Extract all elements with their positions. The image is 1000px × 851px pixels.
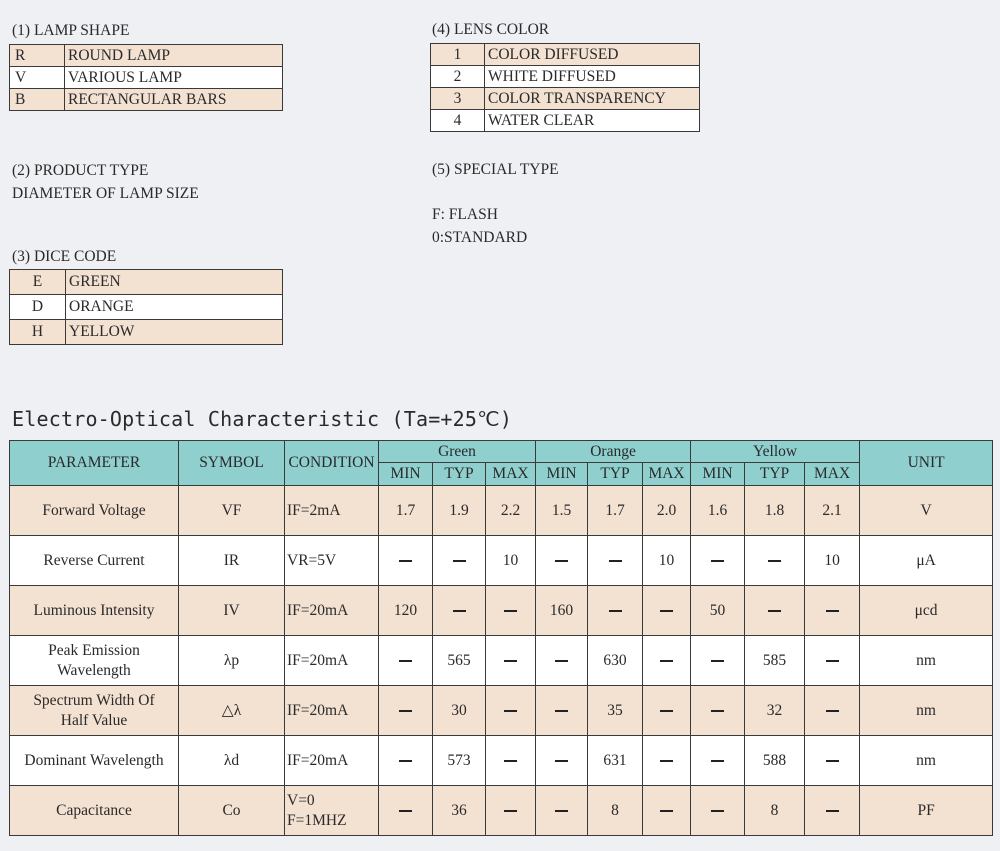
table-row xyxy=(10,636,993,686)
value-cell xyxy=(536,736,588,786)
value-cell xyxy=(588,586,643,636)
table-row xyxy=(431,88,700,110)
table-row xyxy=(431,66,700,88)
unit-cell: V xyxy=(860,486,993,536)
value-cell xyxy=(486,586,536,636)
value-cell: 1.5 xyxy=(536,486,588,536)
label-cell: COLOR TRANSPARENCY xyxy=(485,88,700,110)
condition-cell-line: V=0 xyxy=(287,791,315,809)
symbol-cell: IV xyxy=(179,586,285,636)
eo-table xyxy=(9,440,993,836)
value-cell xyxy=(379,636,433,686)
condition-cell-line: IF=20mA xyxy=(287,751,349,769)
dash-mark xyxy=(660,710,673,712)
header-typ: TYP xyxy=(745,463,805,486)
value-cell: 1.9 xyxy=(433,486,486,536)
table-row xyxy=(10,45,283,67)
table-row xyxy=(10,67,283,89)
value-cell xyxy=(433,586,486,636)
dash-mark xyxy=(504,610,517,612)
value-cell xyxy=(379,736,433,786)
code-cell: 1 xyxy=(431,44,485,66)
value-cell: 8 xyxy=(588,786,643,836)
parameter-cell-line: Half Value xyxy=(60,711,128,729)
value-cell: 8 xyxy=(745,786,805,836)
parameter-cell xyxy=(10,736,179,786)
dash-mark xyxy=(504,710,517,712)
dash-mark xyxy=(826,760,839,762)
condition-cell-line: IF=20mA xyxy=(287,651,349,669)
table-row xyxy=(431,44,700,66)
value-cell xyxy=(536,636,588,686)
condition-cell xyxy=(285,636,379,686)
dice-code-title: (3) DICE CODE xyxy=(12,248,117,265)
header-typ: TYP xyxy=(433,463,486,486)
value-cell xyxy=(745,586,805,636)
value-cell xyxy=(691,686,745,736)
dash-mark xyxy=(399,710,412,712)
dash-mark xyxy=(399,660,412,662)
code-cell: B xyxy=(10,89,65,111)
dash-mark xyxy=(453,560,466,562)
parameter-cell xyxy=(10,536,179,586)
dash-mark xyxy=(399,760,412,762)
header-condition: CONDITION xyxy=(285,441,379,486)
code-cell: 2 xyxy=(431,66,485,88)
value-cell xyxy=(486,736,536,786)
dash-mark xyxy=(504,760,517,762)
dash-mark xyxy=(826,710,839,712)
dash-mark xyxy=(504,810,517,812)
label-cell: ORANGE xyxy=(66,295,283,320)
value-cell: 32 xyxy=(745,686,805,736)
value-cell xyxy=(643,636,691,686)
parameter-cell-line: Wavelength xyxy=(57,661,131,679)
dash-mark xyxy=(711,660,724,662)
value-cell xyxy=(433,536,486,586)
dash-mark xyxy=(555,560,568,562)
unit-cell: nm xyxy=(860,636,993,686)
condition-cell xyxy=(285,536,379,586)
dash-mark xyxy=(660,610,673,612)
lens-color-table xyxy=(430,43,700,132)
value-cell xyxy=(486,786,536,836)
dash-mark xyxy=(711,560,724,562)
code-cell: D xyxy=(10,295,66,320)
header-max: MAX xyxy=(643,463,691,486)
table-row xyxy=(10,536,993,586)
special-type-standard: 0:STANDARD xyxy=(432,229,528,246)
value-cell xyxy=(805,686,860,736)
code-cell: H xyxy=(10,320,66,345)
symbol-cell: Co xyxy=(179,786,285,836)
header-max: MAX xyxy=(486,463,536,486)
label-cell: WATER CLEAR xyxy=(485,110,700,132)
symbol-cell: VF xyxy=(179,486,285,536)
table-row xyxy=(10,320,283,345)
condition-cell-line: F=1MHZ xyxy=(287,811,347,829)
value-cell: 50 xyxy=(691,586,745,636)
value-cell: 2.1 xyxy=(805,486,860,536)
value-cell: 10 xyxy=(805,536,860,586)
parameter-cell-line: Forward Voltage xyxy=(42,501,146,519)
value-cell: 585 xyxy=(745,636,805,686)
special-type-flash: F: FLASH xyxy=(432,206,498,223)
parameter-cell xyxy=(10,686,179,736)
value-cell: 10 xyxy=(643,536,691,586)
dash-mark xyxy=(555,660,568,662)
lamp-shape-title: (1) LAMP SHAPE xyxy=(12,22,130,39)
value-cell: 588 xyxy=(745,736,805,786)
header-parameter: PARAMETER xyxy=(10,441,179,486)
header-unit: UNIT xyxy=(860,441,993,486)
dash-mark xyxy=(555,760,568,762)
table-row xyxy=(10,295,283,320)
header-min: MIN xyxy=(536,463,588,486)
code-cell: 4 xyxy=(431,110,485,132)
value-cell: 2.0 xyxy=(643,486,691,536)
dash-mark xyxy=(711,760,724,762)
condition-cell xyxy=(285,486,379,536)
value-cell: 631 xyxy=(588,736,643,786)
parameter-cell xyxy=(10,486,179,536)
parameter-cell-line: Peak Emission xyxy=(48,641,140,659)
parameter-cell-line: Capacitance xyxy=(56,801,132,819)
value-cell xyxy=(691,736,745,786)
value-cell xyxy=(805,736,860,786)
dash-mark xyxy=(399,810,412,812)
value-cell: 1.6 xyxy=(691,486,745,536)
parameter-cell xyxy=(10,586,179,636)
header-symbol: SYMBOL xyxy=(179,441,285,486)
code-cell: R xyxy=(10,45,65,67)
header-group-yellow: Yellow xyxy=(691,441,860,463)
dash-mark xyxy=(504,660,517,662)
value-cell xyxy=(379,786,433,836)
value-cell: 35 xyxy=(588,686,643,736)
dash-mark xyxy=(660,810,673,812)
parameter-cell-line: Dominant Wavelength xyxy=(24,751,164,769)
condition-cell xyxy=(285,686,379,736)
value-cell xyxy=(486,636,536,686)
dash-mark xyxy=(711,810,724,812)
table-row xyxy=(10,270,283,295)
value-cell xyxy=(536,686,588,736)
code-cell: E xyxy=(10,270,66,295)
value-cell xyxy=(643,586,691,636)
value-cell xyxy=(643,736,691,786)
parameter-cell xyxy=(10,786,179,836)
value-cell: 160 xyxy=(536,586,588,636)
lens-color-title: (4) LENS COLOR xyxy=(432,21,550,38)
value-cell: 120 xyxy=(379,586,433,636)
eo-table-body xyxy=(10,486,993,836)
value-cell: 630 xyxy=(588,636,643,686)
dash-mark xyxy=(768,560,781,562)
unit-cell: μA xyxy=(860,536,993,586)
condition-cell-line: VR=5V xyxy=(287,551,337,569)
label-cell: GREEN xyxy=(66,270,283,295)
label-cell: WHITE DIFFUSED xyxy=(485,66,700,88)
unit-cell: PF xyxy=(860,786,993,836)
dice-code-table xyxy=(9,269,283,345)
condition-cell xyxy=(285,586,379,636)
label-cell: ROUND LAMP xyxy=(65,45,283,67)
special-type-title: (5) SPECIAL TYPE xyxy=(432,161,559,178)
table-row xyxy=(10,89,283,111)
code-cell: 3 xyxy=(431,88,485,110)
value-cell xyxy=(379,686,433,736)
unit-cell: nm xyxy=(860,686,993,736)
symbol-cell: λp xyxy=(179,636,285,686)
value-cell xyxy=(536,536,588,586)
label-cell: RECTANGULAR BARS xyxy=(65,89,283,111)
value-cell xyxy=(805,636,860,686)
unit-cell: μcd xyxy=(860,586,993,636)
parameter-cell xyxy=(10,636,179,686)
value-cell: 573 xyxy=(433,736,486,786)
value-cell: 2.2 xyxy=(486,486,536,536)
header-group-green: Green xyxy=(379,441,536,463)
label-cell: YELLOW xyxy=(66,320,283,345)
table-row xyxy=(431,110,700,132)
header-min: MIN xyxy=(379,463,433,486)
dash-mark xyxy=(826,660,839,662)
unit-cell: nm xyxy=(860,736,993,786)
value-cell xyxy=(691,786,745,836)
dash-mark xyxy=(453,610,466,612)
value-cell: 1.7 xyxy=(588,486,643,536)
dash-mark xyxy=(399,560,412,562)
value-cell xyxy=(805,586,860,636)
product-type-title: (2) PRODUCT TYPE xyxy=(12,162,149,179)
dash-mark xyxy=(660,660,673,662)
condition-cell-line: IF=2mA xyxy=(287,501,341,519)
symbol-cell: △λ xyxy=(179,686,285,736)
parameter-cell-line: Reverse Current xyxy=(43,551,145,569)
condition-cell-line: IF=20mA xyxy=(287,601,349,619)
dash-mark xyxy=(609,610,622,612)
table-row xyxy=(10,686,993,736)
value-cell xyxy=(691,536,745,586)
value-cell xyxy=(691,636,745,686)
condition-cell-line: IF=20mA xyxy=(287,701,349,719)
value-cell: 1.7 xyxy=(379,486,433,536)
value-cell xyxy=(745,536,805,586)
header-max: MAX xyxy=(805,463,860,486)
value-cell xyxy=(643,786,691,836)
label-cell: COLOR DIFFUSED xyxy=(485,44,700,66)
dash-mark xyxy=(768,610,781,612)
value-cell: 1.8 xyxy=(745,486,805,536)
value-cell xyxy=(805,786,860,836)
value-cell: 10 xyxy=(486,536,536,586)
dash-mark xyxy=(826,610,839,612)
value-cell xyxy=(379,536,433,586)
parameter-cell-line: Spectrum Width Of xyxy=(33,691,155,709)
header-group-orange: Orange xyxy=(536,441,691,463)
condition-cell xyxy=(285,736,379,786)
value-cell xyxy=(643,686,691,736)
value-cell: 36 xyxy=(433,786,486,836)
header-min: MIN xyxy=(691,463,745,486)
product-type-line: DIAMETER OF LAMP SIZE xyxy=(12,185,199,202)
dash-mark xyxy=(711,710,724,712)
value-cell xyxy=(588,536,643,586)
symbol-cell: IR xyxy=(179,536,285,586)
symbol-cell: λd xyxy=(179,736,285,786)
dash-mark xyxy=(555,710,568,712)
eo-title: Electro-Optical Characteristic (Ta=+25℃) xyxy=(12,407,513,431)
table-row xyxy=(10,486,993,536)
condition-cell xyxy=(285,786,379,836)
value-cell xyxy=(486,686,536,736)
value-cell: 30 xyxy=(433,686,486,736)
value-cell: 565 xyxy=(433,636,486,686)
table-row xyxy=(10,586,993,636)
lamp-shape-table xyxy=(9,44,283,111)
dash-mark xyxy=(609,560,622,562)
table-row xyxy=(10,786,993,836)
table-row xyxy=(10,736,993,786)
dash-mark xyxy=(660,760,673,762)
header-typ: TYP xyxy=(588,463,643,486)
dash-mark xyxy=(826,810,839,812)
label-cell: VARIOUS LAMP xyxy=(65,67,283,89)
value-cell xyxy=(536,786,588,836)
code-cell: V xyxy=(10,67,65,89)
dash-mark xyxy=(555,810,568,812)
parameter-cell-line: Luminous Intensity xyxy=(33,601,155,619)
